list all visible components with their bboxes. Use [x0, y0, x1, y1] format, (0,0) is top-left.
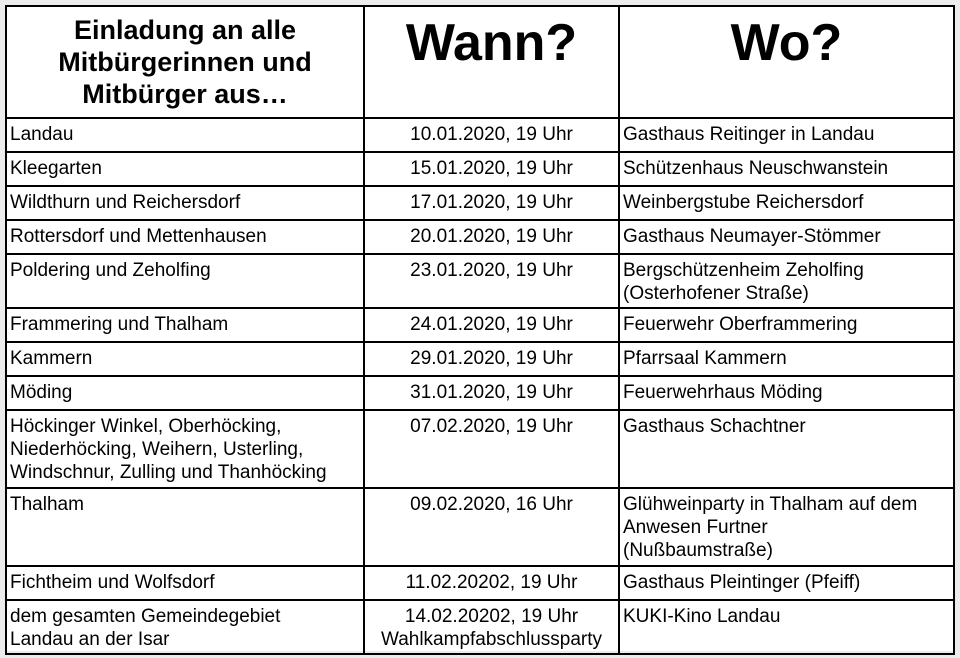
table-row: [6, 308, 954, 342]
table-row: [6, 488, 954, 566]
place-cell: Rottersdorf und Mettenhausen: [6, 220, 364, 254]
venue-cell: KUKI-Kino Landau: [619, 600, 954, 654]
place-cell: Möding: [6, 376, 364, 410]
date-cell: 31.01.2020, 19 Uhr: [364, 376, 619, 410]
header-when: Wann?: [364, 6, 619, 118]
date-cell: 07.02.2020, 19 Uhr: [364, 410, 619, 488]
date-cell: 23.01.2020, 19 Uhr: [364, 254, 619, 308]
venue-cell: Gasthaus Pleintinger (Pfeiff): [619, 566, 954, 600]
table-row: [6, 186, 954, 220]
table-row: [6, 342, 954, 376]
place-cell: Höckinger Winkel, Oberhöcking, Niederhöcking, Weihern, Usterling, Windschnur, Zulling und Thanhöcking: [6, 410, 364, 488]
table-row: [6, 220, 954, 254]
invitation-sheet: [5, 5, 953, 651]
date-cell: 11.02.20202, 19 Uhr: [364, 566, 619, 600]
place-cell: Poldering und Zeholfing: [6, 254, 364, 308]
venue-cell: Bergschützenheim Zeholfing (Osterhofener Straße): [619, 254, 954, 308]
place-cell: Thalham: [6, 488, 364, 566]
table-row: [6, 600, 954, 654]
place-cell: Kleegarten: [6, 152, 364, 186]
date-cell: 20.01.2020, 19 Uhr: [364, 220, 619, 254]
place-cell: Kammern: [6, 342, 364, 376]
date-cell: 17.01.2020, 19 Uhr: [364, 186, 619, 220]
table-row: [6, 410, 954, 488]
date-cell: 14.02.20202, 19 Uhr Wahlkampfabschlussparty: [364, 600, 619, 654]
header-who: Einladung an alle Mitbürgerinnen und Mitbürger aus…: [6, 6, 364, 118]
table-row: [6, 254, 954, 308]
place-cell: Landau: [6, 118, 364, 152]
venue-cell: Glühweinparty in Thalham auf dem Anwesen Furtner (Nußbaumstraße): [619, 488, 954, 566]
place-cell: Wildthurn und Reichersdorf: [6, 186, 364, 220]
date-cell: 10.01.2020, 19 Uhr: [364, 118, 619, 152]
date-cell: 24.01.2020, 19 Uhr: [364, 308, 619, 342]
table-row: [6, 152, 954, 186]
table-row: [6, 566, 954, 600]
table-row: [6, 118, 954, 152]
venue-cell: Gasthaus Reitinger in Landau: [619, 118, 954, 152]
date-cell: 09.02.2020, 16 Uhr: [364, 488, 619, 566]
venue-cell: Pfarrsaal Kammern: [619, 342, 954, 376]
header-where: Wo?: [619, 6, 954, 118]
venue-cell: Weinbergstube Reichersdorf: [619, 186, 954, 220]
header-row: [6, 6, 954, 118]
venue-cell: Gasthaus Schachtner: [619, 410, 954, 488]
table-row: [6, 376, 954, 410]
venue-cell: Feuerwehrhaus Möding: [619, 376, 954, 410]
date-cell: 15.01.2020, 19 Uhr: [364, 152, 619, 186]
date-cell: 29.01.2020, 19 Uhr: [364, 342, 619, 376]
venue-cell: Gasthaus Neumayer-Stömmer: [619, 220, 954, 254]
venue-cell: Feuerwehr Oberframmering: [619, 308, 954, 342]
place-cell: Frammering und Thalham: [6, 308, 364, 342]
venue-cell: Schützenhaus Neuschwanstein: [619, 152, 954, 186]
event-table: [5, 5, 955, 655]
place-cell: dem gesamten Gemeindegebiet Landau an der Isar: [6, 600, 364, 654]
place-cell: Fichtheim und Wolfsdorf: [6, 566, 364, 600]
